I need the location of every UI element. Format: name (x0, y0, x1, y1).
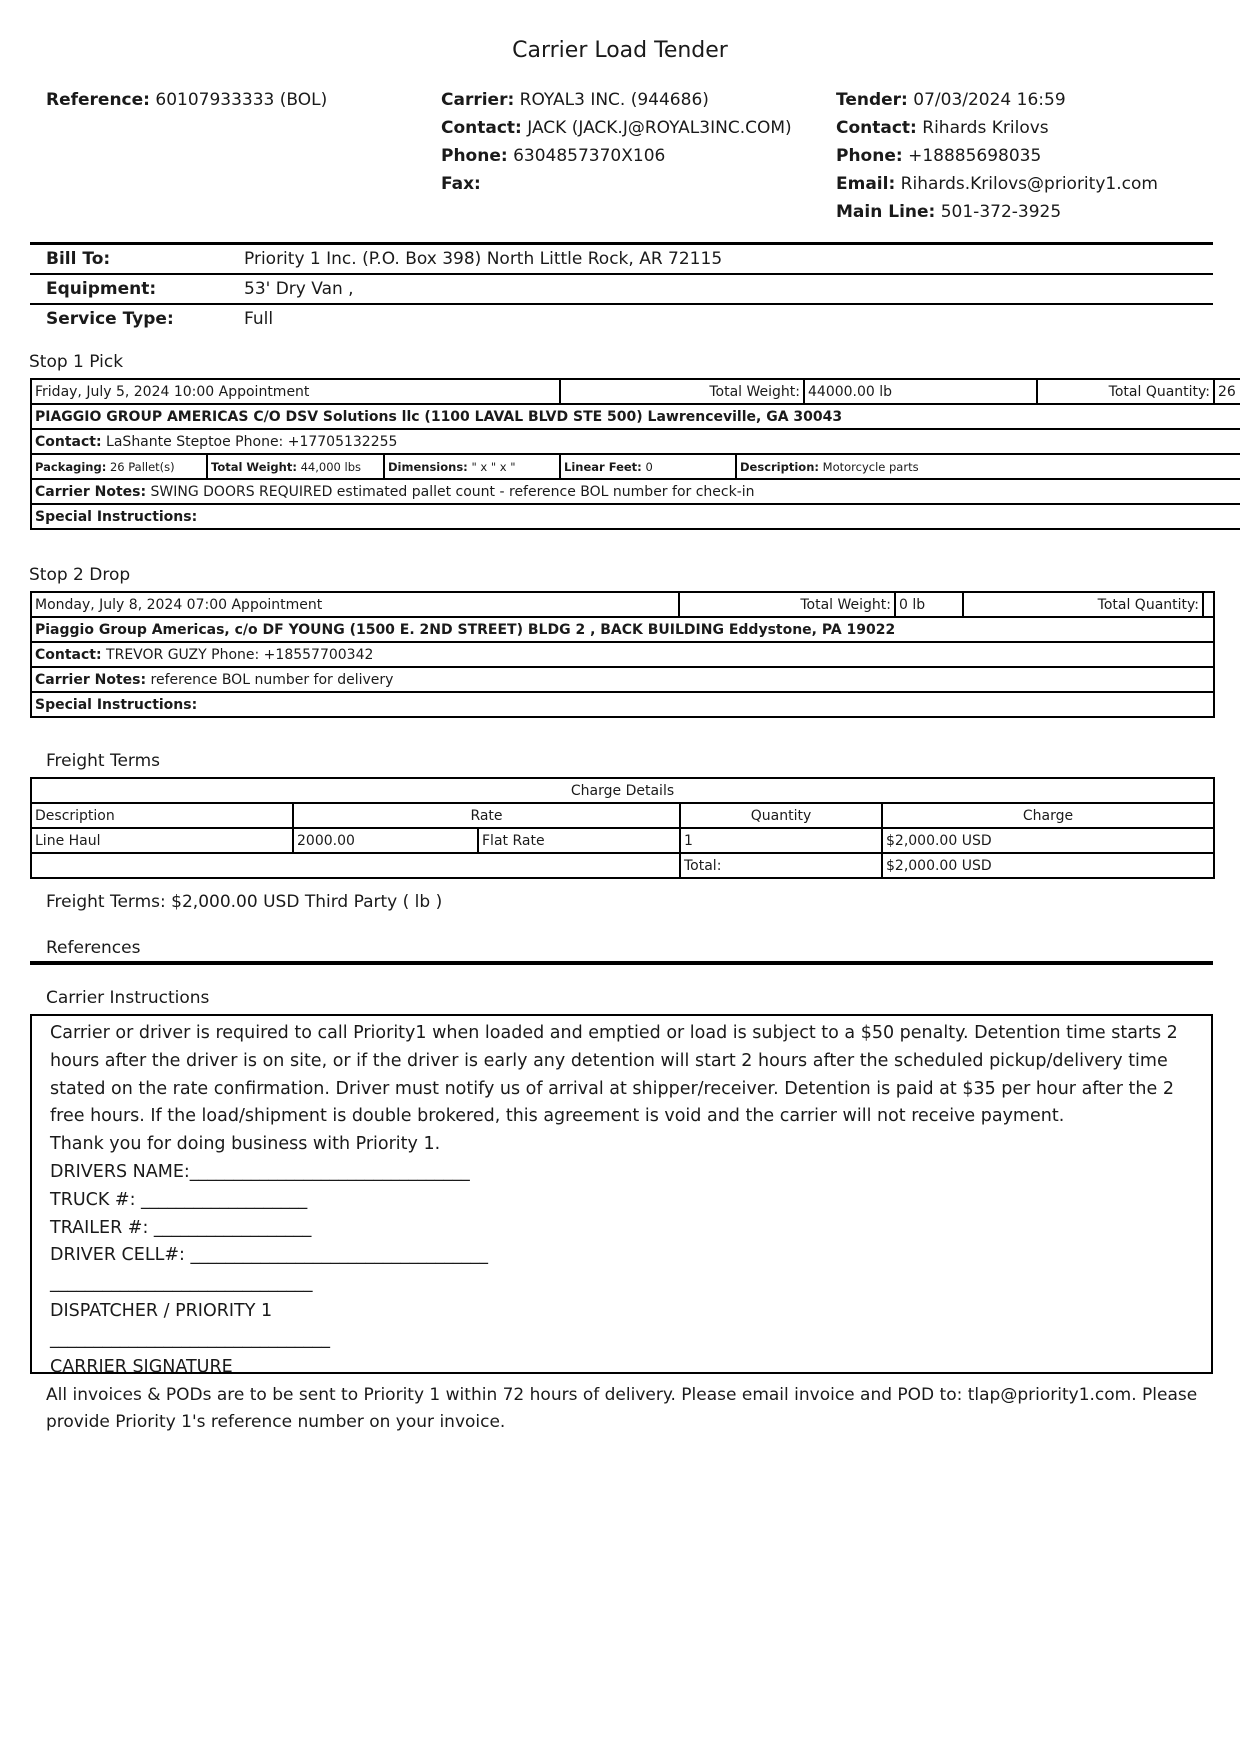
stop1-weight-label: Total Weight: (211, 459, 297, 474)
dispatcher-label: DISPATCHER / PRIORITY 1 (50, 1300, 273, 1321)
tender-email-line (836, 170, 1158, 198)
stop1-appointment: Friday, July 5, 2024 10:00 Appointment (31, 379, 560, 404)
summary-table (30, 242, 1213, 333)
reference-label: Reference: (46, 90, 150, 110)
freight-total-label: Total: (680, 853, 882, 878)
tender-block (836, 86, 1158, 226)
freight-col-rate: Rate (293, 803, 680, 828)
stop1-packaging-value: 26 Pallet(s) (109, 459, 175, 474)
tender-mainline-label: Main Line: (836, 202, 936, 222)
tender-label: Tender: (836, 90, 908, 110)
stop1-contact-row (31, 429, 1240, 454)
carrier-signature-label: CARRIER SIGNATURE (50, 1356, 233, 1377)
dispatcher-signature-line: ______________________________ (50, 1273, 313, 1294)
stop1-special-row (31, 504, 1240, 529)
carrier-block (441, 86, 792, 198)
carrier-value: ROYAL3 INC. (944686) (519, 90, 709, 110)
stop1-dimensions (384, 454, 560, 479)
stop1-heading: Stop 1 Pick (29, 352, 124, 372)
freight-charge: $2,000.00 USD (882, 828, 1214, 853)
reference-value: 60107933333 (BOL) (155, 90, 328, 110)
freight-rate: 2000.00 (293, 828, 478, 853)
stop1-contact-label: Contact: (35, 433, 102, 450)
stop1-carrier-notes (31, 479, 1240, 504)
tender-mainline-value: 501-372-3925 (940, 202, 1062, 222)
stop2-carrier-notes (31, 667, 1214, 692)
tender-contact-label: Contact: (836, 118, 917, 138)
stop1-carrier-notes-value: SWING DOORS REQUIRED estimated pallet count - reference BOL number for check-in (150, 483, 755, 500)
stop1-special (31, 504, 1240, 529)
stop1-location (31, 404, 1240, 429)
freight-total-row (31, 853, 1214, 878)
stop2-contact-row (31, 642, 1214, 667)
carrier-contact-label: Contact: (441, 118, 522, 138)
stop1-linear-feet (560, 454, 736, 479)
stop2-carrier-notes-value: reference BOL number for delivery (150, 671, 394, 688)
freight-col-quantity: Quantity (680, 803, 882, 828)
stop2-special-label: Special Instructions: (35, 696, 198, 713)
trailer-number-line: TRAILER #: __________________ (50, 1217, 312, 1238)
equipment-row (30, 274, 1213, 304)
references-divider (30, 961, 1213, 965)
stop2-table (30, 591, 1215, 718)
equipment-value: 53' Dry Van , (228, 274, 1213, 304)
references-heading: References (46, 938, 141, 958)
stop2-contact-value: TREVOR GUZY Phone: +18557700342 (106, 646, 374, 663)
stop1-total-quantity-label: Total Quantity: (1037, 379, 1214, 404)
stop2-appointment-row (31, 592, 1214, 617)
stop1-table (30, 378, 1240, 530)
stop1-description (736, 454, 1240, 479)
charge-details-row (31, 778, 1214, 803)
stop1-carrier-notes-row (31, 479, 1240, 504)
bill-to-label: Bill To: (30, 244, 228, 275)
reference-block (46, 86, 327, 114)
service-type-value: Full (244, 309, 274, 329)
tender-email-value: Rihards.Krilovs@priority1.com (900, 174, 1158, 194)
stop2-total-quantity-label: Total Quantity: (963, 592, 1203, 617)
carrier-phone-label: Phone: (441, 146, 508, 166)
freight-total-spacer (31, 853, 680, 878)
stop1-details-row (31, 454, 1240, 479)
tender-phone-value: +18885698035 (908, 146, 1042, 166)
stop1-total-weight-label: Total Weight: (560, 379, 804, 404)
stop1-dimensions-label: Dimensions: (388, 459, 468, 474)
freight-header-row (31, 803, 1214, 828)
stop1-linear-feet-label: Linear Feet: (564, 459, 642, 474)
freight-col-charge: Charge (882, 803, 1214, 828)
stop2-location (31, 617, 1214, 642)
stop2-total-quantity-value (1203, 592, 1214, 617)
stop2-location-row (31, 617, 1214, 642)
instructions-thanks: Thank you for doing business with Priority 1. (50, 1134, 441, 1155)
carrier-instructions-box (30, 1014, 1213, 1377)
tender-mainline-line (836, 198, 1158, 226)
instructions-paragraph: Carrier or driver is required to call Priority1 when loaded and emptied or load is subject to a $50 penalty. Detention time starts 2 hours after the driver is on site, or if the driver is early any detention will start 2 hours after the scheduled pickup/delivery time stated on the rate confirmation. Driver must notify us of arrival at shipper/receiver. Detention is paid at $35 per hour after the 2 free hours. If the load/shipment is double brokered, this agreement is void and the carrier will not receive payment. (50, 1023, 1178, 1127)
tender-contact-line (836, 114, 1158, 142)
tender-phone-label: Phone: (836, 146, 903, 166)
freight-heading: Freight Terms (46, 751, 161, 771)
stop1-weight-value: 44,000 lbs (300, 459, 361, 474)
reference-line (46, 86, 327, 114)
stop2-total-weight-label: Total Weight: (679, 592, 895, 617)
stop1-contact (31, 429, 1240, 454)
stop1-packaging-label: Packaging: (35, 459, 107, 474)
stop2-heading: Stop 2 Drop (29, 565, 131, 585)
stop1-location-row (31, 404, 1240, 429)
stop2-contact-label: Contact: (35, 646, 102, 663)
stop1-dimensions-value: " x " x " (471, 459, 516, 474)
stop1-appointment-row (31, 379, 1240, 404)
drivers-name-line: DRIVERS NAME:________________________________ (50, 1161, 470, 1182)
freight-quantity: 1 (680, 828, 882, 853)
service-type-row (30, 304, 1213, 333)
freight-rate-type: Flat Rate (478, 828, 680, 853)
instructions-heading: Carrier Instructions (46, 988, 210, 1008)
stop2-special-row (31, 692, 1214, 717)
carrier-phone-line (441, 142, 792, 170)
stop2-carrier-notes-label: Carrier Notes: (35, 671, 147, 688)
stop1-description-label: Description: (740, 459, 819, 474)
truck-number-line: TRUCK #: ___________________ (50, 1189, 308, 1210)
bill-to-value: Priority 1 Inc. (P.O. Box 398) North Little Rock, AR 72115 (228, 244, 1213, 275)
carrier-phone-value: 6304857370X106 (513, 146, 666, 166)
stop2-special (31, 692, 1214, 717)
stop1-total-weight-value: 44000.00 lb (804, 379, 1037, 404)
stop1-weight (207, 454, 384, 479)
tender-line (836, 86, 1158, 114)
service-type-label: Service Type: (46, 309, 174, 329)
invoice-footer: All invoices & PODs are to be sent to Priority 1 within 72 hours of delivery. Please email invoice and POD to: tlap@priority1.com. Please provide Priority 1's reference number on your invoice. (46, 1385, 1198, 1432)
stop2-carrier-notes-row (31, 667, 1214, 692)
stop2-appointment: Monday, July 8, 2024 07:00 Appointment (31, 592, 679, 617)
stop1-location-text: PIAGGIO GROUP AMERICAS C/O DSV Solutions llc (1100 LAVAL BLVD STE 500) Lawrenceville, GA 30043 (35, 408, 843, 425)
tender-contact-value: Rihards Krilovs (922, 118, 1049, 138)
stop1-special-label: Special Instructions: (35, 508, 198, 525)
stop2-contact (31, 642, 1214, 667)
tender-value: 07/03/2024 16:59 (913, 90, 1066, 110)
freight-terms-summary: Freight Terms: $2,000.00 USD Third Party ( lb ) (46, 892, 443, 912)
carrier-contact-value: JACK (JACK.J@ROYAL3INC.COM) (527, 118, 792, 138)
carrier-line (441, 86, 792, 114)
document-title: Carrier Load Tender (512, 38, 728, 63)
stop1-carrier-notes-label: Carrier Notes: (35, 483, 147, 500)
charge-details-heading: Charge Details (31, 778, 1214, 803)
stop1-description-value: Motorcycle parts (822, 459, 919, 474)
carrier-label: Carrier: (441, 90, 515, 110)
equipment-label: Equipment: (30, 274, 228, 304)
tender-email-label: Email: (836, 174, 896, 194)
stop1-total-quantity-value: 26 (1214, 379, 1240, 404)
driver-cell-line: DRIVER CELL#: __________________________________ (50, 1245, 488, 1266)
stop1-packaging (31, 454, 207, 479)
stop1-contact-value: LaShante Steptoe Phone: +17705132255 (106, 433, 398, 450)
carrier-signature-line: ________________________________ (50, 1328, 330, 1349)
carrier-fax-label: Fax: (441, 174, 481, 194)
freight-line-row (31, 828, 1214, 853)
carrier-contact-line (441, 114, 792, 142)
freight-description: Line Haul (31, 828, 293, 853)
freight-total-value: $2,000.00 USD (882, 853, 1214, 878)
tender-phone-line (836, 142, 1158, 170)
stop1-linear-feet-value: 0 (645, 459, 653, 474)
stop2-total-weight-value: 0 lb (895, 592, 963, 617)
bill-to-row (30, 244, 1213, 275)
stop2-location-text: Piaggio Group Americas, c/o DF YOUNG (1500 E. 2ND STREET) BLDG 2 , BACK BUILDING Eddystone, PA 19022 (35, 621, 896, 638)
freight-col-description: Description (31, 803, 293, 828)
carrier-fax-line (441, 170, 792, 198)
freight-table (30, 777, 1215, 879)
